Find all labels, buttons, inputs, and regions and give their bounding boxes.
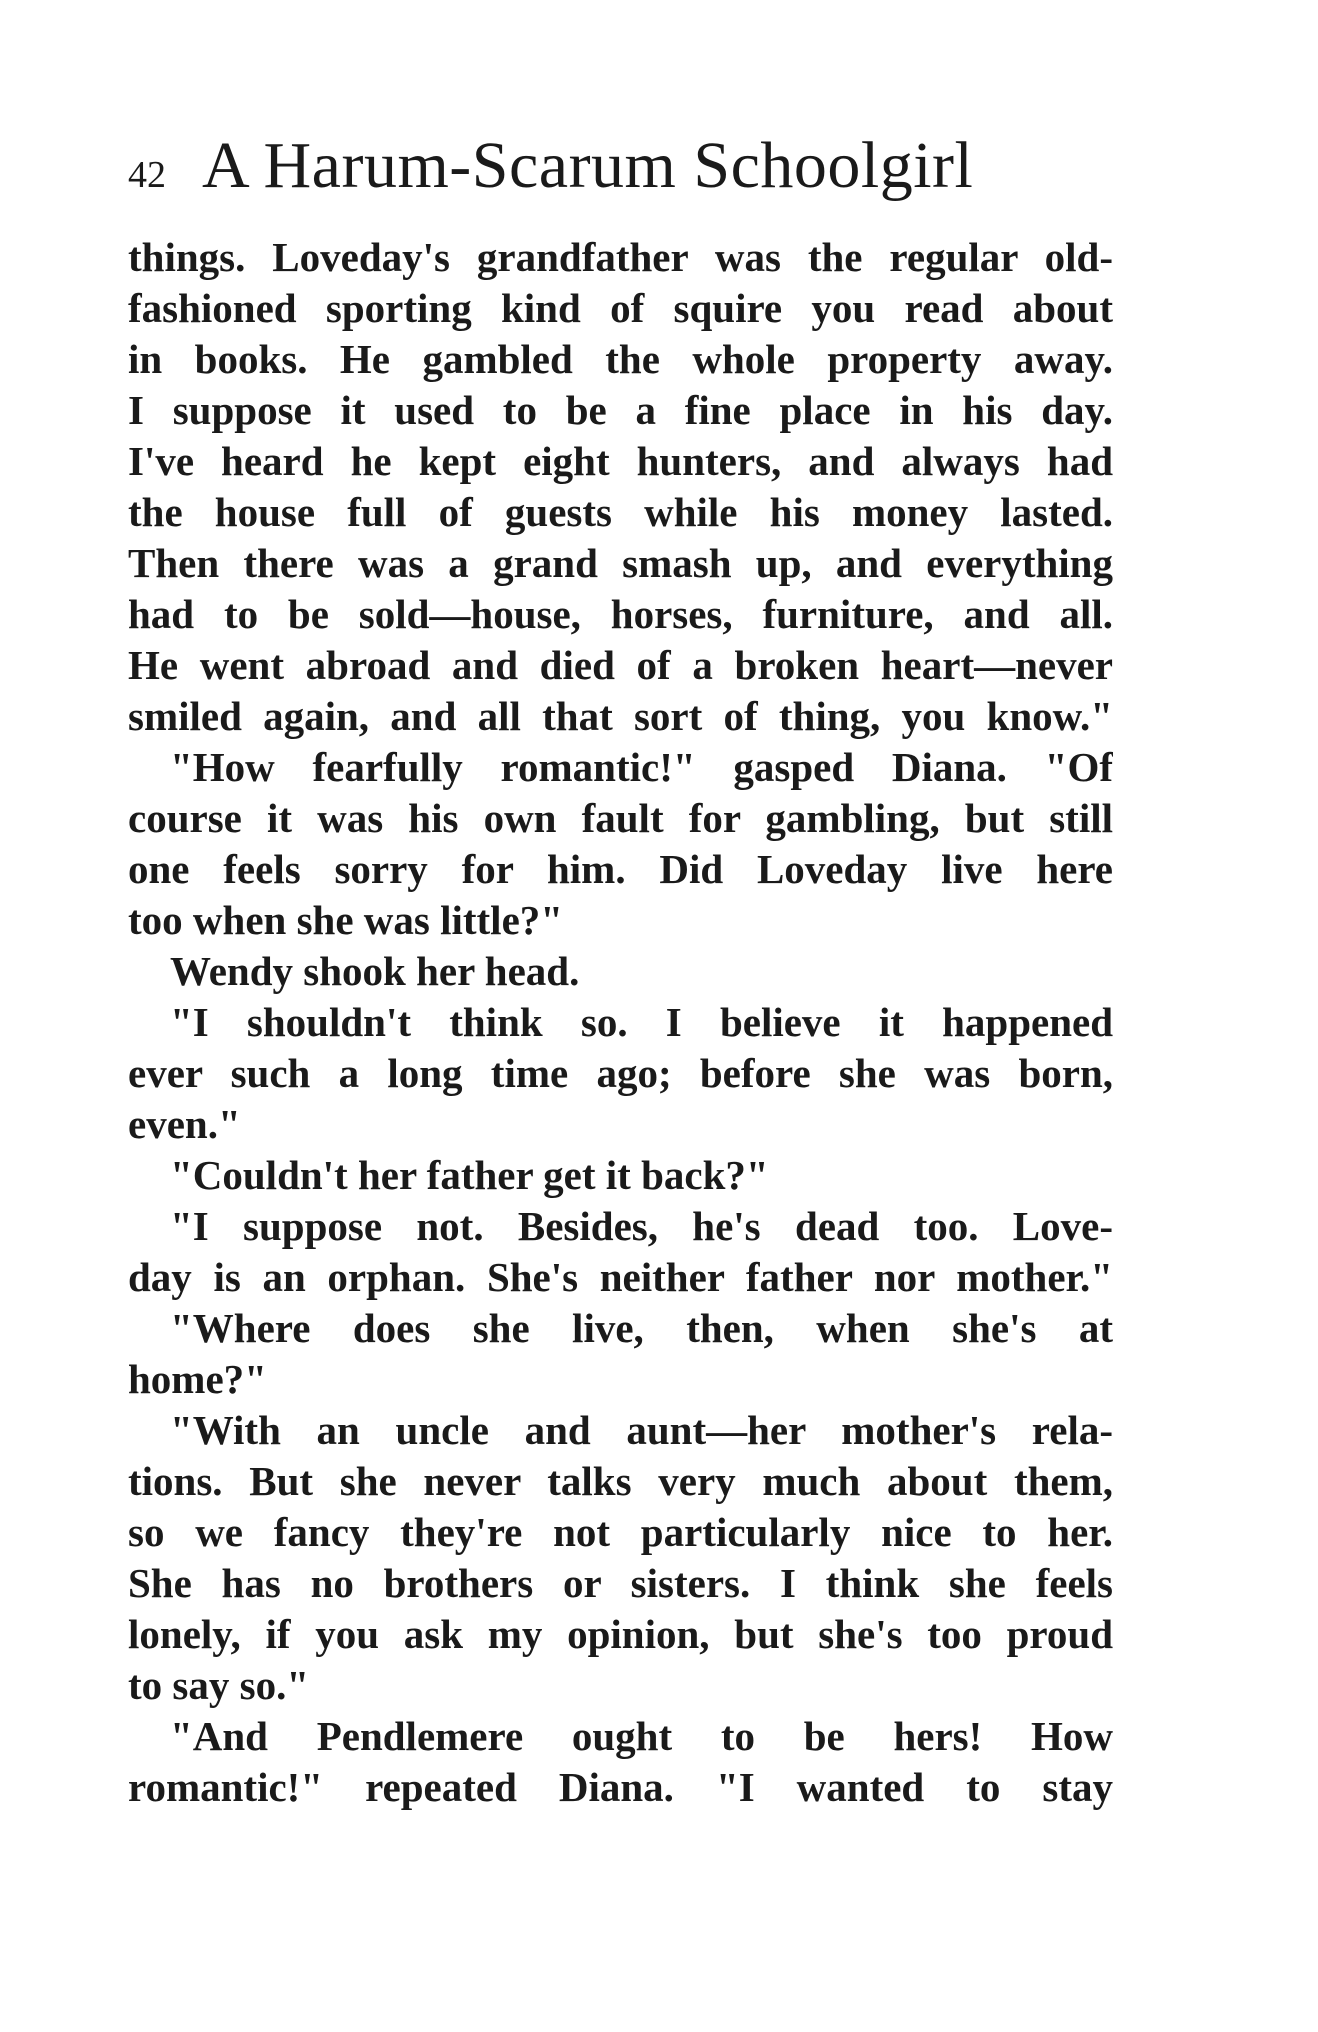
text-line: "How fearfully romantic!" gasped Diana. "Of: [170, 744, 1113, 790]
text-line: too when she was little?": [128, 897, 564, 943]
text-line: day is an orphan. She's neither father nor mother.": [128, 1254, 1113, 1300]
text-line: "And Pendlemere ought to be hers! How: [170, 1713, 1113, 1759]
text-line: He went abroad and died of a broken heart—never: [128, 642, 1113, 688]
text-line: to say so.": [128, 1662, 310, 1708]
text-line: I've heard he kept eight hunters, and always had: [128, 438, 1113, 484]
text-line: in books. He gambled the whole property away.: [128, 336, 1113, 382]
text-line: I suppose it used to be a fine place in his day.: [128, 387, 1113, 433]
text-line: fashioned sporting kind of squire you read about: [128, 285, 1113, 331]
text-line: things. Loveday's grandfather was the regular old-: [128, 234, 1113, 280]
text-line: She has no brothers or sisters. I think she feels: [128, 1560, 1113, 1606]
text-line: course it was his own fault for gambling, but still: [128, 795, 1113, 841]
text-line: the house full of guests while his money lasted.: [128, 489, 1113, 535]
text-line: Then there was a grand smash up, and everything: [128, 540, 1113, 586]
text-line: had to be sold—house, horses, furniture, and all.: [128, 591, 1113, 637]
page-number: 42: [128, 154, 166, 196]
text-line: "I shouldn't think so. I believe it happened: [170, 999, 1113, 1045]
text-line: lonely, if you ask my opinion, but she's too proud: [128, 1611, 1113, 1657]
text-line: "I suppose not. Besides, he's dead too. Love-: [170, 1203, 1113, 1249]
text-line: tions. But she never talks very much about them,: [128, 1458, 1113, 1504]
text-line: even.": [128, 1101, 241, 1147]
book-title: A Harum-Scarum Schoolgirl: [202, 129, 974, 202]
text-line: one feels sorry for him. Did Loveday live here: [128, 846, 1113, 892]
text-line: ever such a long time ago; before she was born,: [128, 1050, 1113, 1096]
text-line: romantic!" repeated Diana. "I wanted to stay: [128, 1764, 1113, 1810]
text-line: "With an uncle and aunt—her mother's rela-: [170, 1407, 1113, 1453]
text-line: Wendy shook her head.: [170, 948, 580, 994]
text-line: "Couldn't her father get it back?": [170, 1152, 769, 1198]
body-text: [128, 232, 1113, 1813]
running-head: [128, 128, 1128, 228]
text-line: smiled again, and all that sort of thing, you know.": [128, 693, 1113, 739]
text-line: so we fancy they're not particularly nice to her.: [128, 1509, 1113, 1555]
text-line: "Where does she live, then, when she's at: [170, 1305, 1113, 1351]
text-line: home?": [128, 1356, 267, 1402]
